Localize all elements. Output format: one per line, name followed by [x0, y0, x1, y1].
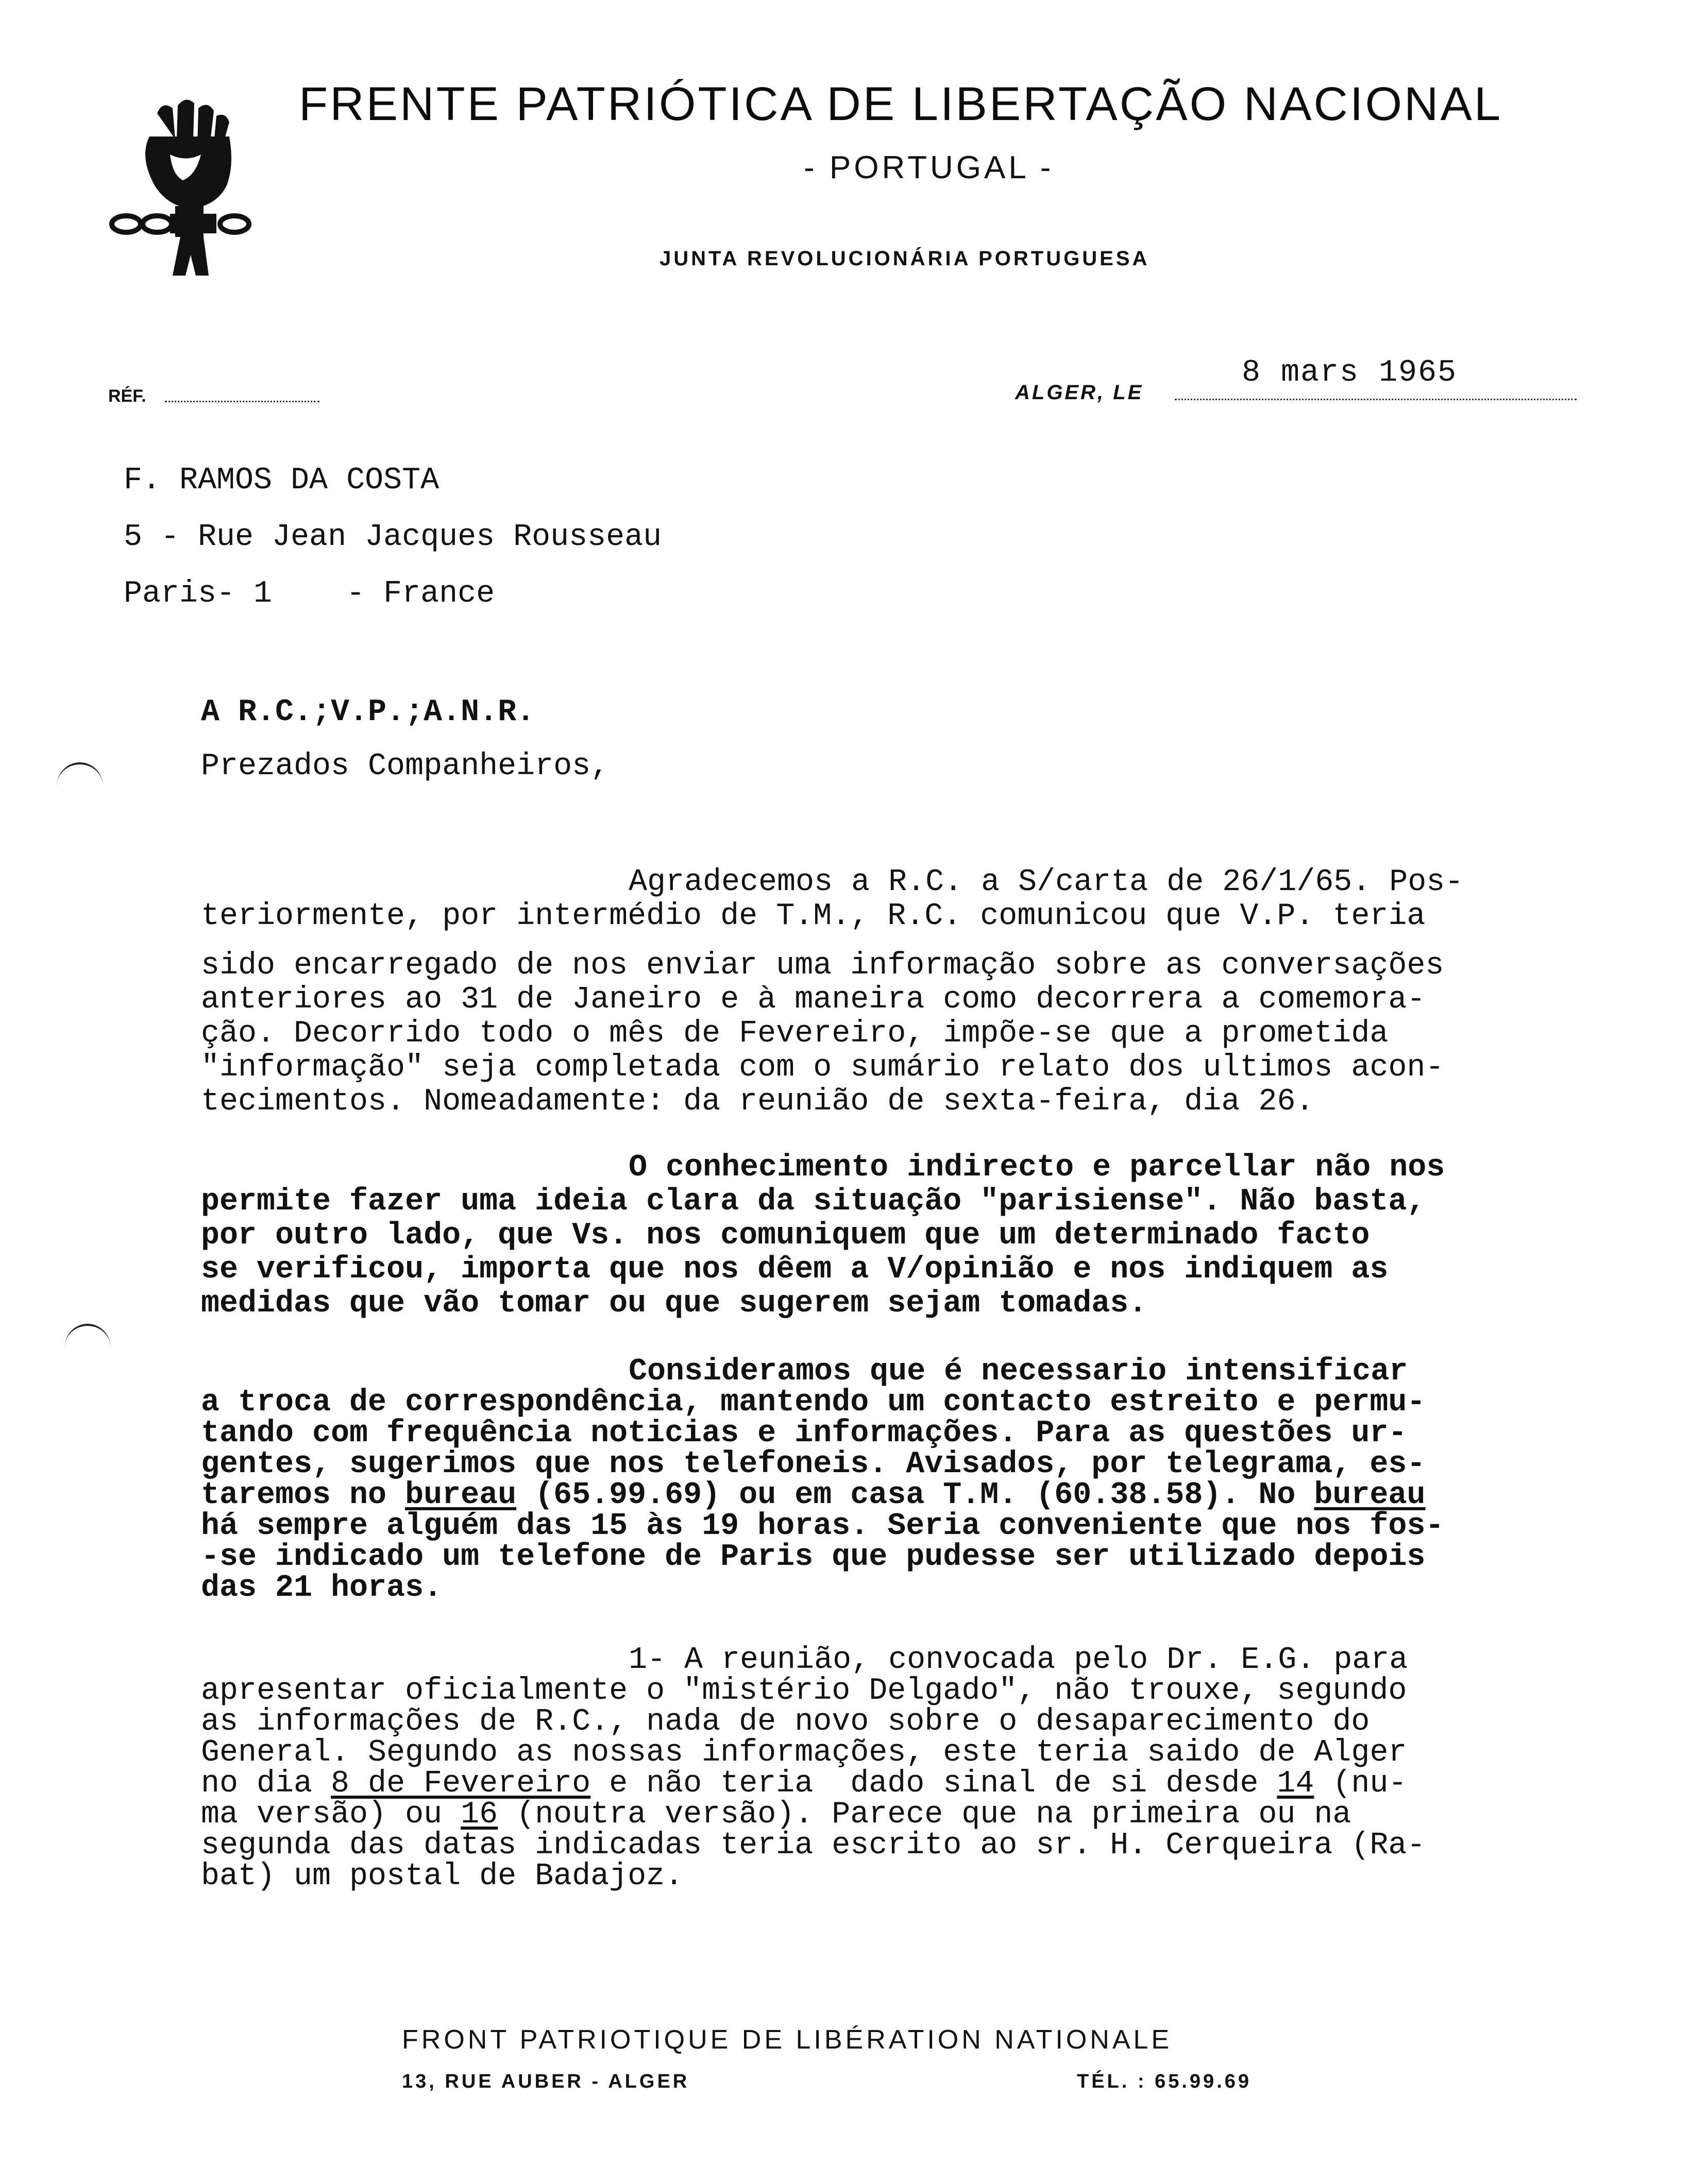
text-line: por outro lado, que Vs. nos comuniquem que um determinado facto [201, 1218, 1370, 1253]
ref-label: RÉF. [108, 386, 146, 406]
text-line [201, 1767, 1407, 1801]
text-line: -se indicado um telefone de Paris que pudesse ser utilizado depois [201, 1540, 1426, 1575]
recipient-street: 5 - Rue Jean Jacques Rousseau [124, 520, 662, 555]
letter-date: 8 mars 1965 [1242, 355, 1458, 390]
underlined-number: 16 [461, 1797, 498, 1832]
fist-breaking-chain-icon [108, 93, 263, 278]
text-line: bat) um postal de Badajoz. [201, 1859, 684, 1894]
text-line: tecimentos. Nomeadamente: da reunião de sexta-feira, dia 26. [201, 1084, 1314, 1119]
org-country: - PORTUGAL - [804, 150, 1054, 185]
text-line: há sempre alguém das 15 às 19 horas. Seria conveniente que nos fos- [201, 1509, 1444, 1544]
footer-address: 13, RUE AUBER - ALGER [402, 2071, 690, 2092]
text-line: tando com frequência noticias e informações. Para as questões ur- [201, 1416, 1407, 1451]
text-line: apresentar oficialmente o "mistério Delgado", não trouxe, segundo [201, 1674, 1407, 1709]
text-line: permite fazer uma ideia clara da situação "parisiense". Não basta, [201, 1184, 1426, 1219]
punch-hole-mark [57, 762, 103, 811]
text-line: das 21 horas. [201, 1571, 443, 1606]
footer-telephone: TÉL. : 65.99.69 [1077, 2071, 1252, 2092]
underlined-word: bureau [405, 1478, 517, 1513]
text-line: a troca de correspondência, mantendo um contacto estreito e permu- [201, 1385, 1426, 1420]
text-line: ção. Decorrido todo o mês de Fevereiro, impõe-se que a prometida [201, 1016, 1389, 1051]
place-label: ALGER, LE [1015, 381, 1144, 404]
text-segment: (65.99.69) ou em casa T.M. (60.38.58). No [516, 1478, 1314, 1513]
recipient-name: F. RAMOS DA COSTA [124, 463, 440, 498]
text-segment: e não teria dado sinal de si desde [590, 1766, 1277, 1801]
salutation: Prezados Companheiros, [201, 749, 610, 784]
text-line [201, 1798, 1351, 1832]
text-line: O conhecimento indirecto e parcellar não nos [629, 1150, 1445, 1185]
text-line: gentes, sugerimos que nos telefoneis. Avisados, por telegrama, es- [201, 1447, 1426, 1482]
text-segment: no dia [201, 1766, 331, 1801]
text-segment: (nu- [1314, 1766, 1407, 1801]
ref-field-line [165, 401, 319, 402]
text-line: as informações de R.C., nada de novo sobre o desaparecimento do [201, 1704, 1370, 1739]
recipient-city: Paris- 1 - France [124, 576, 495, 611]
text-line: teriormente, por intermédio de T.M., R.C. comunicou que V.P. teria [201, 899, 1426, 934]
org-subtitle: JUNTA REVOLUCIONÁRIA PORTUGUESA [660, 247, 1150, 270]
text-line: segunda das datas indicadas teria escrito ao sr. H. Cerqueira (Ra- [201, 1828, 1426, 1863]
text-line: se verificou, importa que nos dêem a V/opinião e nos indiquem as [201, 1252, 1389, 1287]
org-name: FRENTE PATRIÓTICA DE LIBERTAÇÃO NACIONAL [299, 78, 1503, 130]
text-segment: taremos no [201, 1478, 405, 1513]
text-line: Agradecemos a R.C. a S/carta de 26/1/65. Pos- [629, 865, 1464, 900]
text-line: General. Segundo as nossas informações, este teria saido de Alger [201, 1735, 1407, 1770]
underlined-number: 14 [1277, 1766, 1314, 1801]
text-line: medidas que vão tomar ou que sugerem sejam tomadas. [201, 1286, 1147, 1321]
text-segment: ma versão) ou [201, 1797, 461, 1832]
text-line [201, 1478, 1425, 1512]
underlined-word: bureau [1314, 1478, 1426, 1513]
footer-org-name: FRONT PATRIOTIQUE DE LIBÉRATION NATIONALE [402, 2025, 1173, 2055]
text-segment: (noutra versão). Parece que na primeira ou na [498, 1797, 1351, 1832]
date-field-line [1175, 399, 1577, 400]
text-line: sido encarregado de nos enviar uma informação sobre as conversações [201, 948, 1444, 983]
text-line: 1- A reunião, convocada pelo Dr. E.G. para [629, 1643, 1408, 1678]
text-line: anteriores ao 31 de Janeiro e à maneira como decorrera a comemora- [201, 982, 1426, 1017]
addressee: A R.C.;V.P.;A.N.R. [201, 695, 535, 730]
underlined-date: 8 de Fevereiro [331, 1766, 591, 1801]
punch-hole-mark [64, 1324, 111, 1372]
text-line: Consideramos que é necessario intensificar [629, 1354, 1408, 1389]
text-line: "informação" seja completada com o sumário relato dos ultimos acon- [201, 1050, 1444, 1085]
